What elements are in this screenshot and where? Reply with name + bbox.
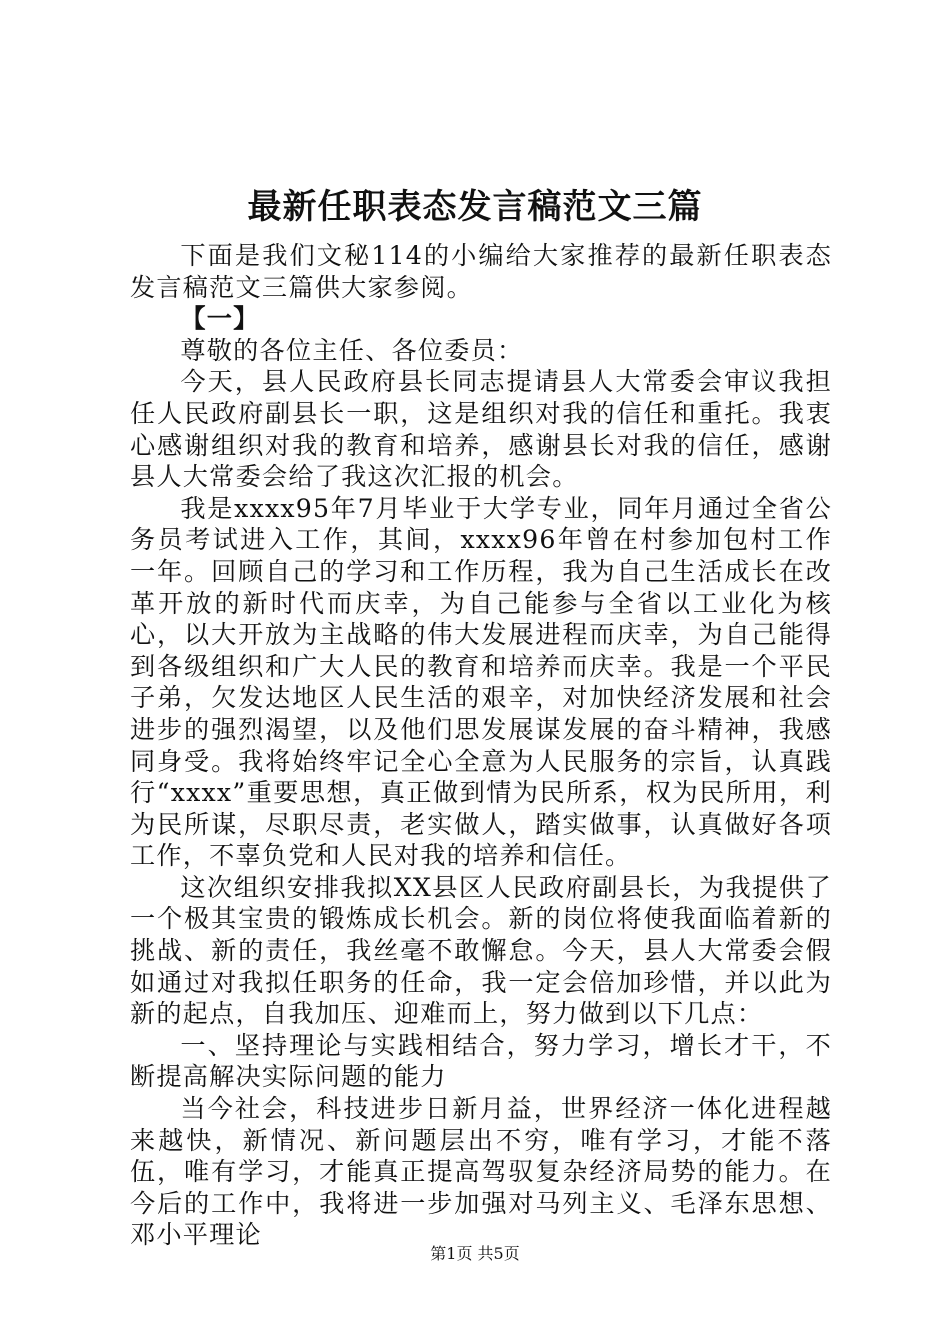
intro-paragraph: 下面是我们文秘114的小编给大家推荐的最新任职表态发言稿范文三篇供大家参阅。	[130, 241, 832, 302]
section-heading: 一、坚持理论与实践相结合，努力学习，增长才干，不断提高解决实际问题的能力	[130, 1030, 832, 1092]
page-number: 第1页 共5页	[430, 1244, 520, 1263]
body-paragraph: 这次组织安排我拟XX县区人民政府副县长，为我提供了一个极其宝贵的锻炼成长机会。新的岗位将使我面临着新的挑战、新的责任，我丝毫不敢懈怠。今天，县人大常委会假如通过对我拟任职务的任命，我一定会倍加珍惜，并以此为新的起点，自我加压、迎难而上，努力做到以下几点：	[130, 872, 832, 1029]
document-title: 最新任职表态发言稿范文三篇	[247, 187, 703, 227]
document-body	[130, 240, 832, 1251]
body-paragraph: 今天，县人民政府县长同志提请县人大常委会审议我担任人民政府副县长一职，这是组织对我的信任和重托。我衷心感谢组织对我的教育和培养，感谢县长对我的信任，感谢县人大常委会给了我这次汇报的机会。	[130, 367, 832, 492]
body-paragraph: 我是xxxx95年7月毕业于大学专业，同年月通过全省公务员考试进入工作，其间，xxxx96年曾在村参加包村工作一年。回顾自己的学习和工作历程，我为自己生活成长在改革开放的新时代而庆幸，为自己能参与全省以工业化为核心，以大开放为主战略的伟大发展进程而庆幸，为自己能得到各级组织和广大人民的教育和培养而庆幸。我是一个平民子弟，欠发达地区人民生活的艰辛，对加快经济发展和社会进步的强烈渴望，以及他们思发展谋发展的奋斗精神，我感同身受。我将始终牢记全心全意为人民服务的宗旨，认真践行“xxxx”重要思想，真正做到情为民所系，权为民所用，利为民所谋，尽职尽责，老实做人，踏实做事，认真做好各项工作，不辜负党和人民对我的培养和信任。	[130, 493, 832, 871]
body-paragraph: 当今社会，科技进步日新月益，世界经济一体化进程越来越快，新情况、新问题层出不穷，唯有学习，才能不落伍，唯有学习，才能真正提高驾驭复杂经济局势的能力。在今后的工作中，我将进一步加强对马列主义、毛泽东思想、邓小平理论	[130, 1094, 832, 1250]
salutation: 尊敬的各位主任、各位委员：	[180, 335, 524, 365]
section-marker: 【一】	[180, 303, 260, 334]
